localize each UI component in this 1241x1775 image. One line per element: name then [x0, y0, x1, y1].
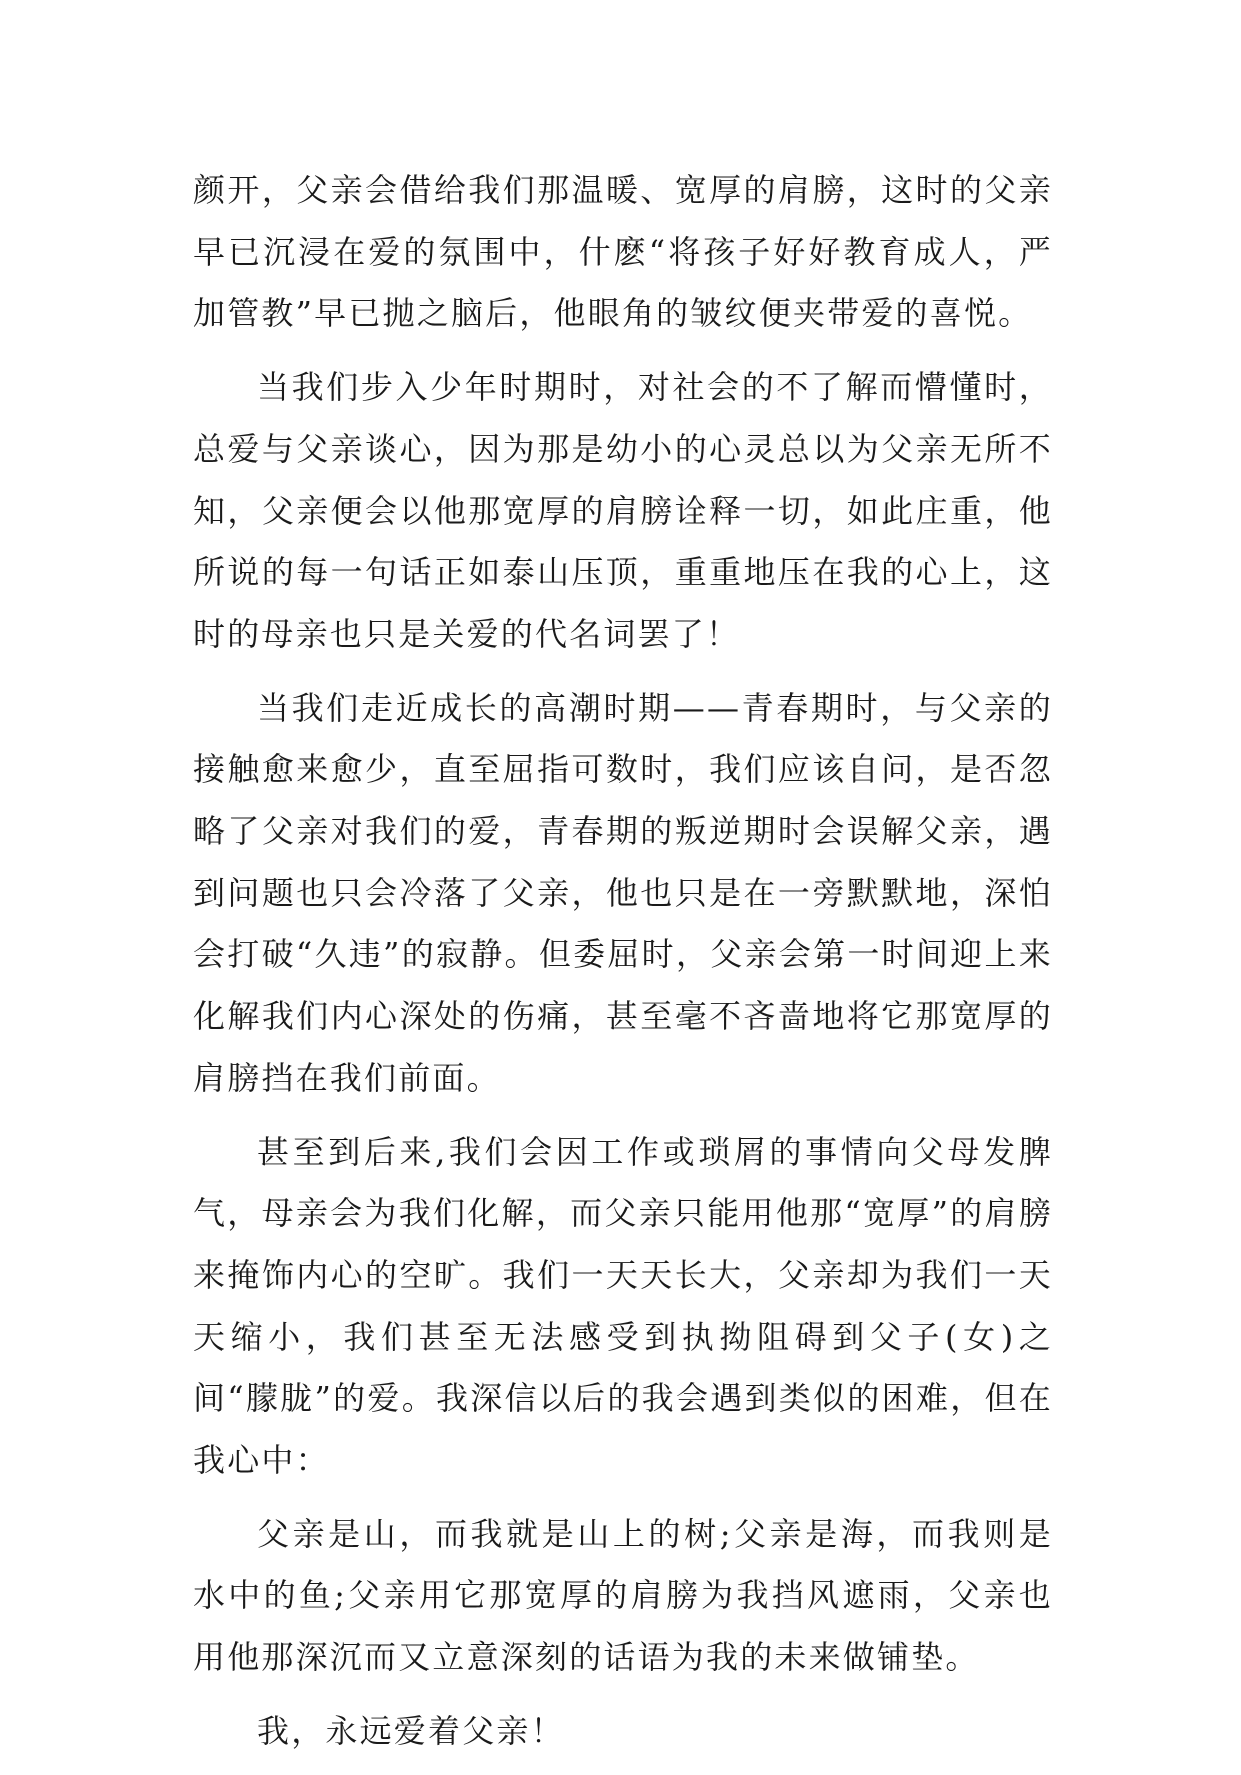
- paragraph: 当我们走近成长的高潮时期——青春期时，与父亲的接触愈来愈少，直至屈指可数时，我们应该自问，是否忽略了父亲对我们的爱，青春期的叛逆期时会误解父亲，遇到问题也只会冷落了父亲，他也只是在一旁默默地，深怕会打破“久违”的寂静。但委屈时，父亲会第一时间迎上来化解我们内心深处的伤痛，甚至毫不吝啬地将它那宽厚的肩膀挡在我们前面。: [193, 688, 1053, 1097]
- paragraph: 颜开，父亲会借给我们那温暖、宽厚的肩膀，这时的父亲早已沉浸在爱的氛围中，什麽“将孩子好好教育成人，严加管教”早已抛之脑后，他眼角的皱纹便夹带爱的喜悦。: [193, 171, 1053, 333]
- document-body: [193, 160, 1053, 1775]
- paragraph: 我，永远爱着父亲！: [257, 1711, 565, 1750]
- paragraph: 当我们步入少年时期时，对社会的不了解而懵懂时，总爱与父亲谈心，因为那是幼小的心灵总以为父亲无所不知，父亲便会以他那宽厚的肩膀诠释一切，如此庄重，他所说的每一句话正如泰山压顶，重重地压在我的心上，这时的母亲也只是关爱的代名词罢了！: [193, 368, 1053, 653]
- paragraph: 父亲是山，而我就是山上的树;父亲是海，而我则是水中的鱼;父亲用它那宽厚的肩膀为我挡风遮雨，父亲也用他那深沉而又立意深刻的话语为我的未来做铺垫。: [193, 1514, 1053, 1677]
- paragraph: 甚至到后来,我们会因工作或琐屑的事情向父母发脾气，母亲会为我们化解，而父亲只能用他那“宽厚”的肩膀来掩饰内心的空旷。我们一天天长大，父亲却为我们一天天缩小，我们甚至无法感受到执拗阻碍到父子(女)之间“朦胧”的爱。我深信以后的我会遇到类似的困难，但在我心中：: [193, 1132, 1053, 1480]
